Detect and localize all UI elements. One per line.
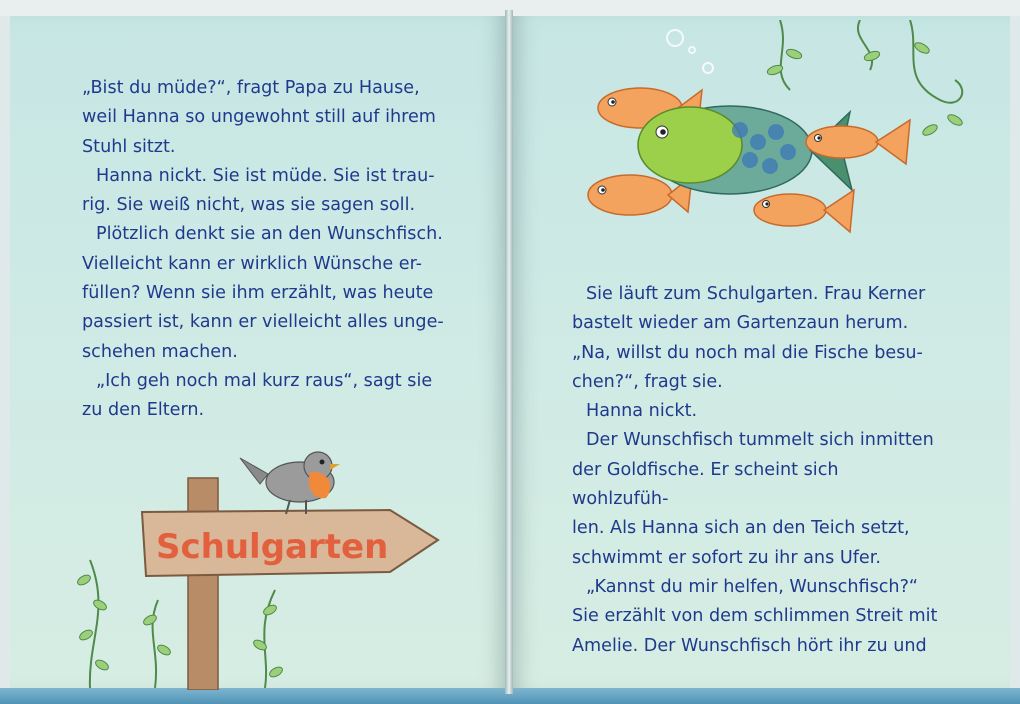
fish-illustration: [580, 20, 1000, 260]
text-line: schwimmt er sofort zu ihr ans Ufer.: [572, 547, 881, 568]
text-line: Der Wunschfisch tummelt sich inmitten: [586, 430, 934, 451]
text-line: Stuhl sitzt.: [82, 136, 176, 157]
text-line: „Kannst du mir helfen, Wunschfisch?“: [586, 576, 919, 597]
text-line: „Na, willst du noch mal die Fische besu-: [572, 342, 923, 363]
text-line: Amelie. Der Wunschfisch hört ihr zu und: [572, 635, 927, 656]
left-page-text: [82, 74, 448, 426]
text-line: Hanna nickt. Sie ist müde. Sie ist trau-: [96, 165, 435, 186]
right-page-text: [572, 280, 938, 661]
goldfish-icon: [754, 190, 854, 232]
robin-icon: [240, 452, 340, 514]
text-line: chen?“, fragt sie.: [572, 371, 723, 392]
text-line: der Goldfische. Er scheint sich wohlzufüh-: [572, 459, 839, 510]
signpost-illustration: [60, 440, 460, 690]
signpost-label: Schulgarten: [156, 527, 389, 567]
book-spine: [505, 10, 513, 694]
text-line: weil Hanna so ungewohnt still auf ihrem: [82, 107, 436, 128]
text-line: rig. Sie weiß nicht, was sie sagen soll.: [82, 195, 416, 216]
text-line: schehen machen.: [82, 341, 238, 362]
vine-decoration: [780, 20, 962, 103]
text-line: bastelt wieder am Gartenzaun herum.: [572, 313, 909, 334]
text-line: zu den Eltern.: [82, 400, 205, 421]
text-line: Sie erzählt von dem schlimmen Streit mit: [572, 606, 938, 627]
vine-decoration: [90, 560, 275, 688]
text-line: Vielleicht kann er wirklich Wünsche er-: [82, 253, 423, 274]
text-line: füllen? Wenn sie ihm erzählt, was heute: [82, 283, 434, 304]
text-line: passiert ist, kann er vielleicht alles unge-: [82, 312, 444, 333]
bubbles-decoration: [667, 30, 713, 73]
text-line: Hanna nickt.: [586, 401, 698, 422]
text-line: len. Als Hanna sich an den Teich setzt,: [572, 518, 910, 539]
text-line: „Ich geh noch mal kurz raus“, sagt sie: [96, 370, 433, 391]
text-line: „Bist du müde?“, fragt Papa zu Hause,: [82, 78, 420, 98]
text-line: Plötzlich denkt sie an den Wunschfisch.: [96, 224, 443, 245]
text-line: Sie läuft zum Schulgarten. Frau Kerner: [586, 284, 926, 304]
signpost-pole: [188, 478, 218, 690]
